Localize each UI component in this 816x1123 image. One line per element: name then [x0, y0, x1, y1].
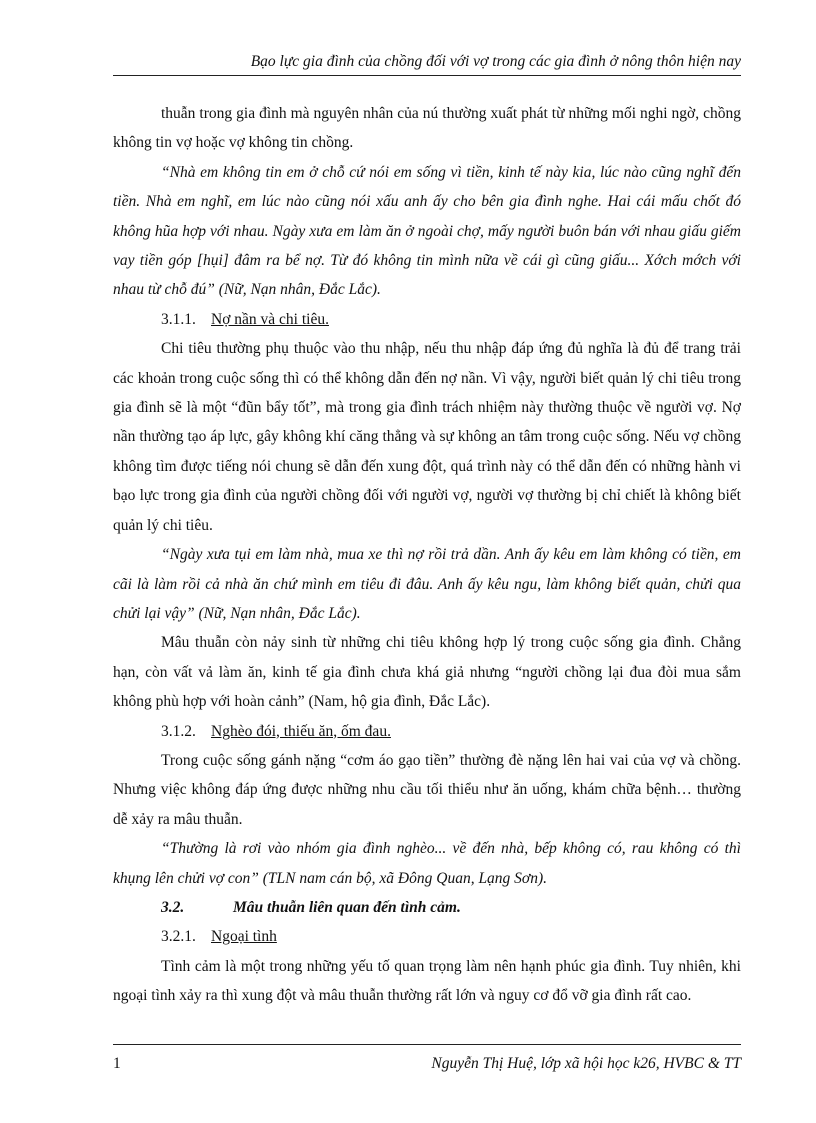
section-title: Mâu thuẫn liên quan đến tình cảm. [233, 898, 461, 916]
paragraph: Mâu thuẫn còn nảy sinh từ những chi tiêu không hợp lý trong cuộc sống gia đình. Chẳng hạn, còn vất vả làm ăn, kinh tế gia đình chưa khá giả nhưng “người chồng lại đua đòi mua sắm không phù hợp với hoàn cảnh” (Nam, hộ gia đình, Đắc Lắc). [113, 634, 741, 711]
paragraph: thuẫn trong gia đình mà nguyên nhân của nú thường xuất phát từ những mối nghi ngờ, chồng không tin vợ hoặc vợ không tin chồng. [113, 105, 741, 152]
section-heading [113, 893, 741, 922]
document-body [113, 99, 741, 1011]
paragraph: Trong cuộc sống gánh nặng “cơm áo gạo tiền” thường đè nặng lên hai vai của vợ và chồng. Nhưng việc không đáp ứng được những nhu cầu tối thiểu như ăn uống, khám chữa bệnh… thường dễ xảy ra mâu thuẫn. [113, 751, 741, 828]
quote: “Ngày xưa tụi em làm nhà, mua xe thì nợ rồi trả dần. Anh ấy kêu em làm không có tiền, em cãi là làm rồi cả nhà ăn chứ mình em tiêu đi đâu. Anh ấy kêu ngu, làm không biết quản, chửi qua chửi lại vậy” (Nữ, Nạn nhân, Đắc Lắc). [113, 546, 741, 622]
paragraph: Tình cảm là một trong những yếu tố quan trọng làm nên hạnh phúc gia đình. Tuy nhiên, khi ngoại tình xảy ra thì xung đột và mâu thuẫn thường rất lớn và nguy cơ đổ vỡ gia đình rất cao. [113, 957, 741, 1005]
subsection-heading [113, 717, 741, 746]
quote: “Thường là rơi vào nhóm gia đình nghèo... về đến nhà, bếp không có, rau không có thì khụng lên chửi vợ con” (TLN nam cán bộ, xã Đông Quan, Lạng Sơn). [113, 840, 741, 887]
subsection-number: 3.1.2. [161, 722, 196, 740]
footer-divider [113, 1044, 741, 1045]
subsection-number: 3.1.1. [161, 310, 196, 328]
subsection-number: 3.2.1. [161, 928, 196, 946]
subsection-title: Ngoại tình [211, 928, 277, 946]
subsection-title: Nghèo đói, thiếu ăn, ốm đau. [211, 722, 391, 740]
page-footer [113, 1052, 741, 1076]
paragraph: Chi tiêu thường phụ thuộc vào thu nhập, nếu thu nhập đáp ứng đủ nghĩa là đủ để trang trải các khoản trong cuộc sống thì có thể không dẫn đến nợ nần. Vì vậy, người biết quản lý chi tiêu trong gia đình sẽ là một “đũn bẩy tốt”, mà trong gia đình trách nhiệm này thường thuộc về người vợ. Nợ nần thường tạo áp lực, gây không khí căng thẳng và sự không an tâm trong cuộc sống. Nếu vợ chồng không tìm được tiếng nói chung sẽ dẫn đến xung đột, quá trình này có thể dẫn đến có những hành vi bạo lực trong gia đình của người chồng đối với người vợ, người vợ thường bị chỉ chiết là không biết quản lý chi tiêu. [113, 340, 741, 534]
footer-author: Nguyễn Thị Huệ, lớp xã hội học k26, HVBC & TT [431, 1055, 741, 1072]
page-number: 1 [113, 1055, 121, 1072]
subsection-heading [113, 922, 741, 951]
quote: “Nhà em không tin em ở chỗ cứ nói em sống vì tiền, kinh tế này kia, lúc nào cũng nghĩ đến tiền. Nhà em nghĩ, em lúc nào cũng nói xấu anh ấy cho bên gia đình nghe. Hai cái mấu chốt đó không hũa hợp với nhau. Ngày xưa em làm ăn ở ngoài chợ, mấy người buôn bán với nhau giấu giếm vay tiền góp [hụi] đâm ra bể nợ. Từ đó không tin mình nữa về cái gì cũng giấu... Xớch mớch với nhau từ chỗ đú” (Nữ, Nạn nhân, Đắc Lắc). [113, 163, 741, 299]
section-number: 3.2. [161, 898, 185, 916]
page-header: Bạo lực gia đình của chồng đối với vợ trong các gia đình ở nông thôn hiện nay [250, 53, 741, 70]
subsection-title: Nợ nần và chi tiêu. [211, 310, 329, 328]
header-divider [113, 75, 741, 76]
subsection-heading [113, 305, 741, 334]
